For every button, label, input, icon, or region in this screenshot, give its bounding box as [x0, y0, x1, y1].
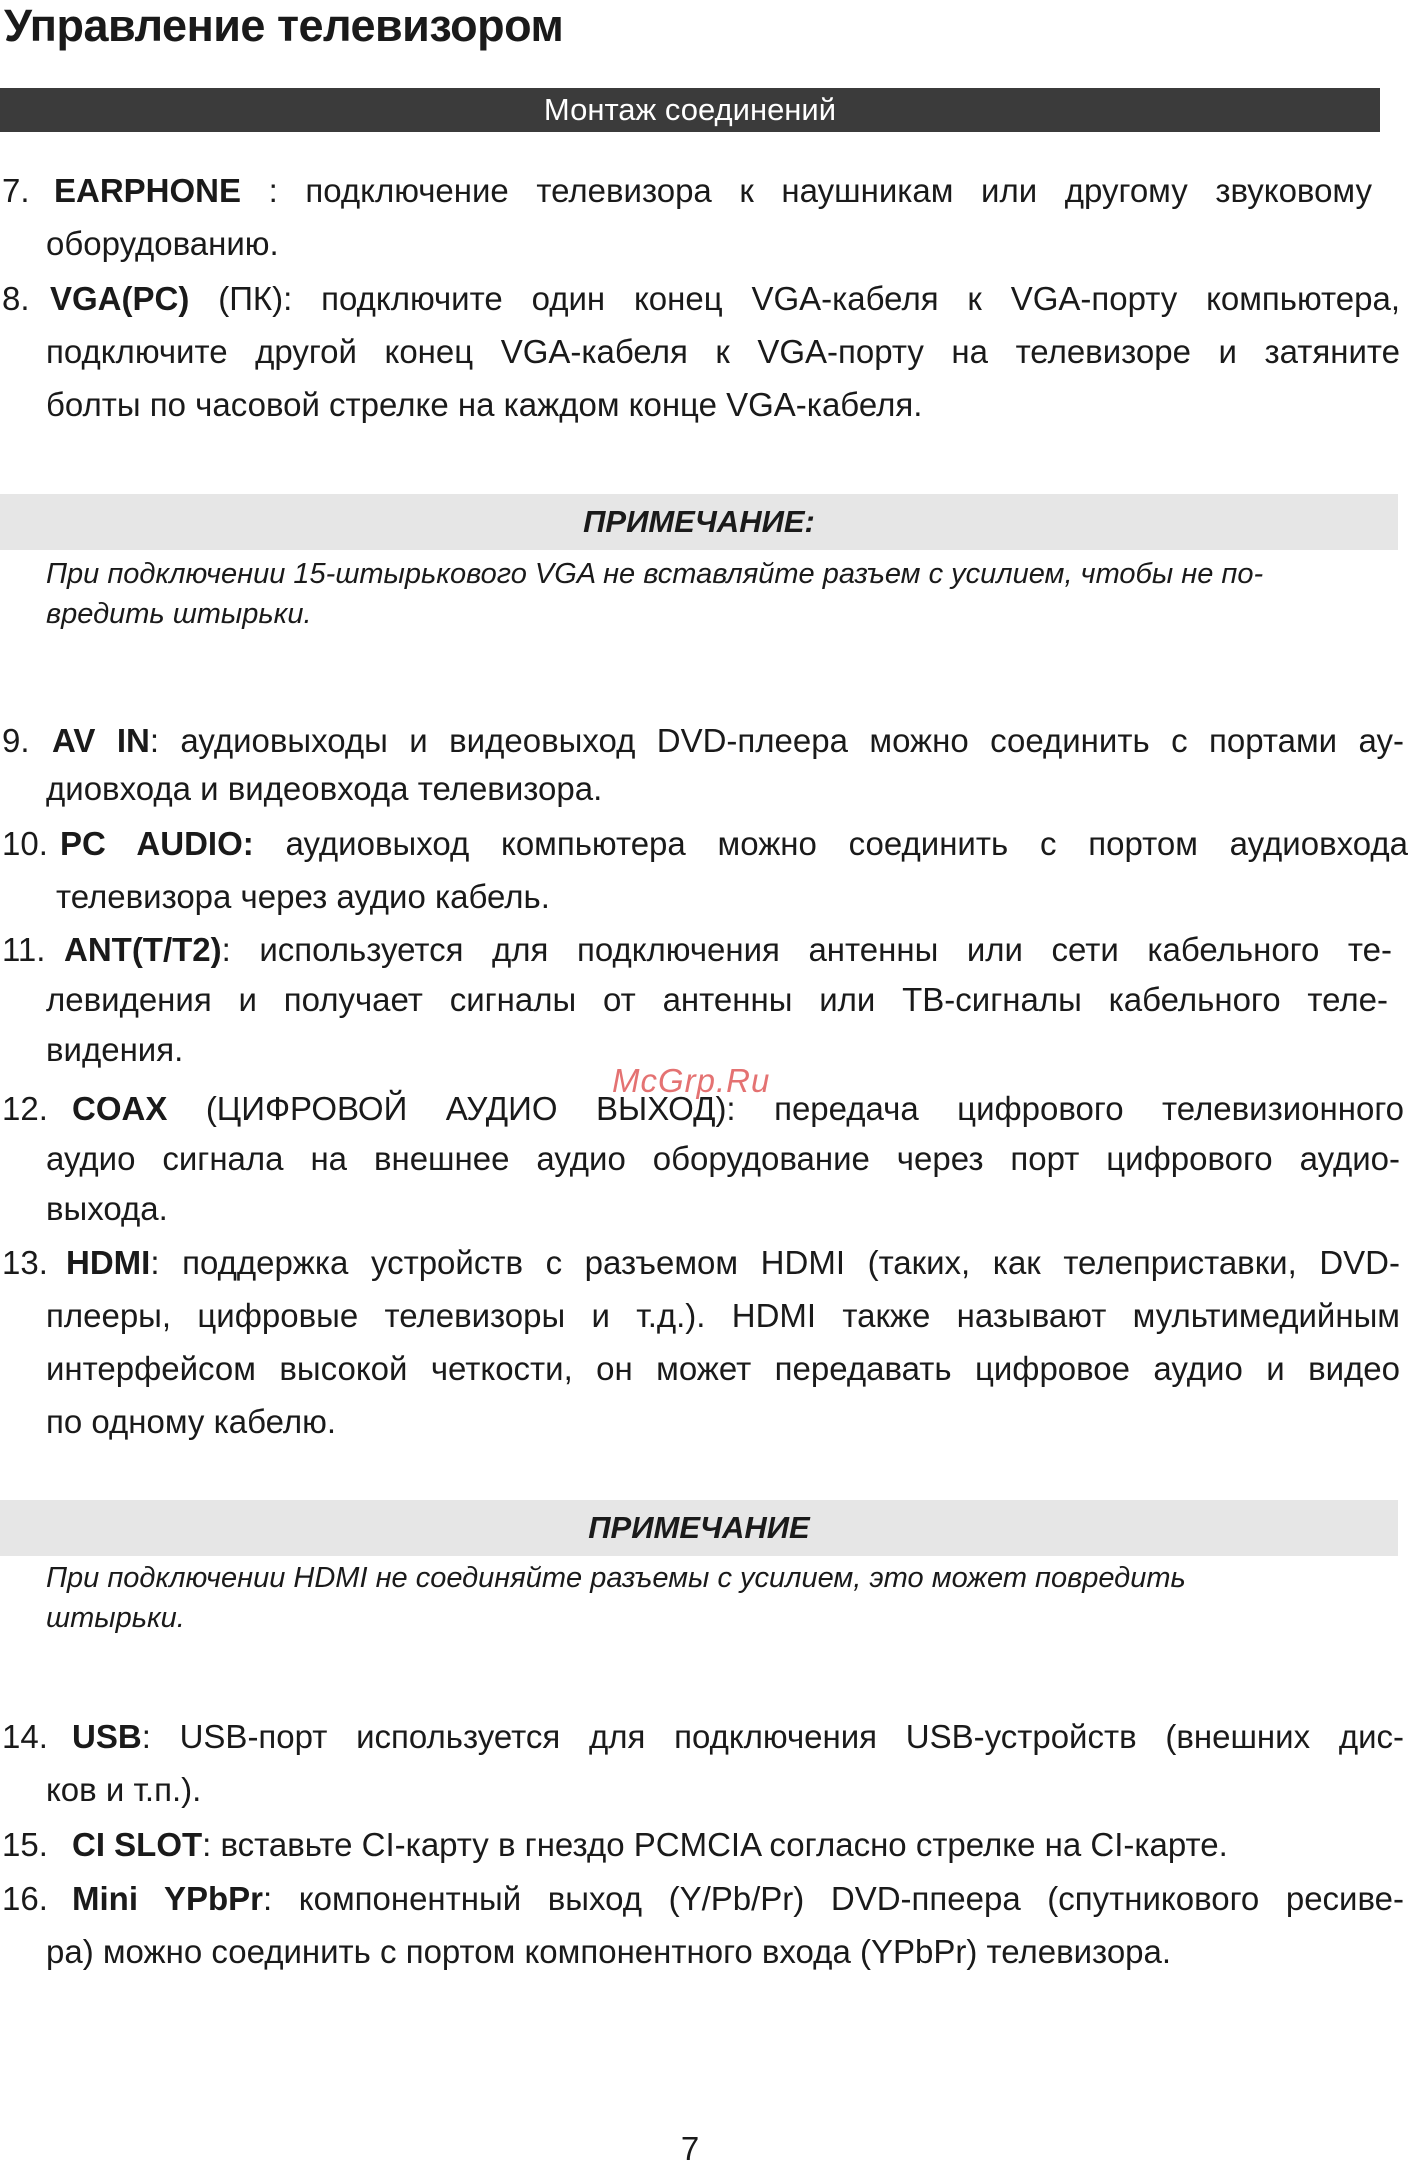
- item-text: : подключение телевизора к наушникам или другому звуковому: [241, 172, 1372, 209]
- item-text: : аудиовыходы и видеовыход DVD-плеера можно соединить с портами ау-: [149, 722, 1404, 759]
- item-text: (ПК): подключите один конец VGA-кабеля к VGA-порту компьютера,: [189, 280, 1400, 317]
- item-line: ра) можно соединить с портом компонентного входа (YPbPr) телевизора.: [46, 1933, 1172, 1970]
- item-number: 12.: [2, 1090, 48, 1127]
- list-item-pc-audio: [0, 817, 1412, 923]
- note-text: [46, 554, 1366, 634]
- list-item-ci-slot: [0, 1818, 1412, 1871]
- item-line: телевизора через аудио кабель.: [56, 878, 550, 915]
- note-line: вредить штырьки.: [46, 598, 312, 630]
- item-line: по одному кабелю.: [46, 1403, 337, 1440]
- item-line: [0, 1236, 1400, 1289]
- section-header-bar: Монтаж соединений: [0, 88, 1380, 132]
- item-text: : используется для подключения антенны или сети кабельного те-: [221, 931, 1392, 968]
- item-line: [0, 164, 1372, 217]
- item-number: 10.: [2, 825, 48, 862]
- watermark: McGrp.Ru: [612, 1062, 771, 1099]
- item-keyword: Mini YPbPr: [72, 1880, 264, 1917]
- list-item-vga: [0, 272, 1412, 431]
- list-item-coax: [0, 1084, 1412, 1234]
- item-number: 9.: [2, 722, 30, 759]
- note-line: При подключении 15-штырькового VGA не вставляйте разъем с усилием, чтобы не по-: [46, 558, 1264, 590]
- item-line: ков и т.п.).: [46, 1771, 202, 1808]
- item-text: : USB-порт используется для подключения USB-устройств (внешних дис-: [141, 1718, 1404, 1755]
- list-item-earphone: [0, 164, 1412, 270]
- list-item-mini-ypbpr: [0, 1872, 1412, 1978]
- item-keyword: CI SLOT: [72, 1826, 203, 1863]
- page-number: 7: [680, 2130, 700, 2167]
- item-line: [0, 272, 1400, 325]
- note-text: [46, 1558, 1366, 1638]
- item-line: видения.: [46, 1031, 184, 1068]
- item-text: : вставьте CI-карту в гнездо PCMCIA согласно стрелке на CI-карте.: [202, 1826, 1228, 1863]
- item-line: [0, 817, 1408, 870]
- item-text: (ЦИФРОВОЙ АУДИО ВЫХОД): передача цифрового телевизионного: [167, 1090, 1404, 1127]
- item-line: [0, 1872, 1404, 1925]
- item-text: : компонентный выход (Y/Pb/Pr) DVD-ппеера (спутникового ресиве-: [263, 1880, 1404, 1917]
- item-line: [0, 1710, 1404, 1763]
- item-line: [0, 1818, 1412, 1871]
- note-line: штырьки.: [46, 1602, 185, 1634]
- item-keyword: ANT(T/T2): [64, 931, 222, 968]
- item-number: 8.: [2, 280, 30, 317]
- item-text: аудиовыход компьютера можно соединить с портом аудиовхода: [253, 825, 1408, 862]
- item-number: 15.: [2, 1826, 48, 1863]
- item-keyword: PC AUDIO:: [60, 825, 254, 862]
- item-line: аудио сигнала на внешнее аудио оборудование через порт цифрового аудио-: [46, 1140, 1400, 1177]
- item-number: 11.: [2, 931, 46, 968]
- list-item-usb: [0, 1710, 1412, 1816]
- item-keyword: AV IN: [52, 722, 150, 759]
- item-line: интерфейсом высокой четкости, он может передавать цифровое аудио и видео: [46, 1350, 1400, 1387]
- list-item-hdmi: [0, 1236, 1412, 1448]
- note-heading-bar: ПРИМЕЧАНИЕ:: [0, 494, 1398, 550]
- item-line: плееры, цифровые телевизоры и т.д.). HDMI также называют мультимедийным: [46, 1297, 1400, 1334]
- item-keyword: USB: [72, 1718, 142, 1755]
- item-keyword: EARPHONE: [54, 172, 242, 209]
- item-number: 7.: [2, 172, 30, 209]
- item-text: : поддержка устройств с разъемом HDMI (таких, как телеприставки, DVD-: [150, 1244, 1400, 1281]
- item-keyword: VGA(PC): [50, 280, 190, 317]
- item-line: оборудованию.: [46, 225, 279, 262]
- item-number: 14.: [2, 1718, 48, 1755]
- item-keyword: HDMI: [66, 1244, 151, 1281]
- item-line: болты по часовой стрелке на каждом конце VGA-кабеля.: [46, 386, 923, 423]
- item-line: подключите другой конец VGA-кабеля к VGA-порту на телевизоре и затяните: [46, 333, 1400, 370]
- item-number: 13.: [2, 1244, 48, 1281]
- item-line: левидения и получает сигналы от антенны или ТВ-сигналы кабельного теле-: [46, 981, 1388, 1018]
- item-line: выхода.: [46, 1190, 168, 1227]
- item-line: [0, 925, 1392, 975]
- item-line: [0, 717, 1404, 765]
- note-line: При подключении HDMI не соединяйте разъемы с усилием, это может повредить: [46, 1562, 1186, 1594]
- item-line: диовхода и видеовхода телевизора.: [46, 770, 603, 807]
- list-item-av-in: [0, 717, 1412, 813]
- item-number: 16.: [2, 1880, 48, 1917]
- note-heading-bar: ПРИМЕЧАНИЕ: [0, 1500, 1398, 1556]
- list-item-ant: [0, 925, 1412, 1075]
- item-keyword: COAX: [72, 1090, 168, 1127]
- page-title: Управление телевизором: [4, 0, 564, 51]
